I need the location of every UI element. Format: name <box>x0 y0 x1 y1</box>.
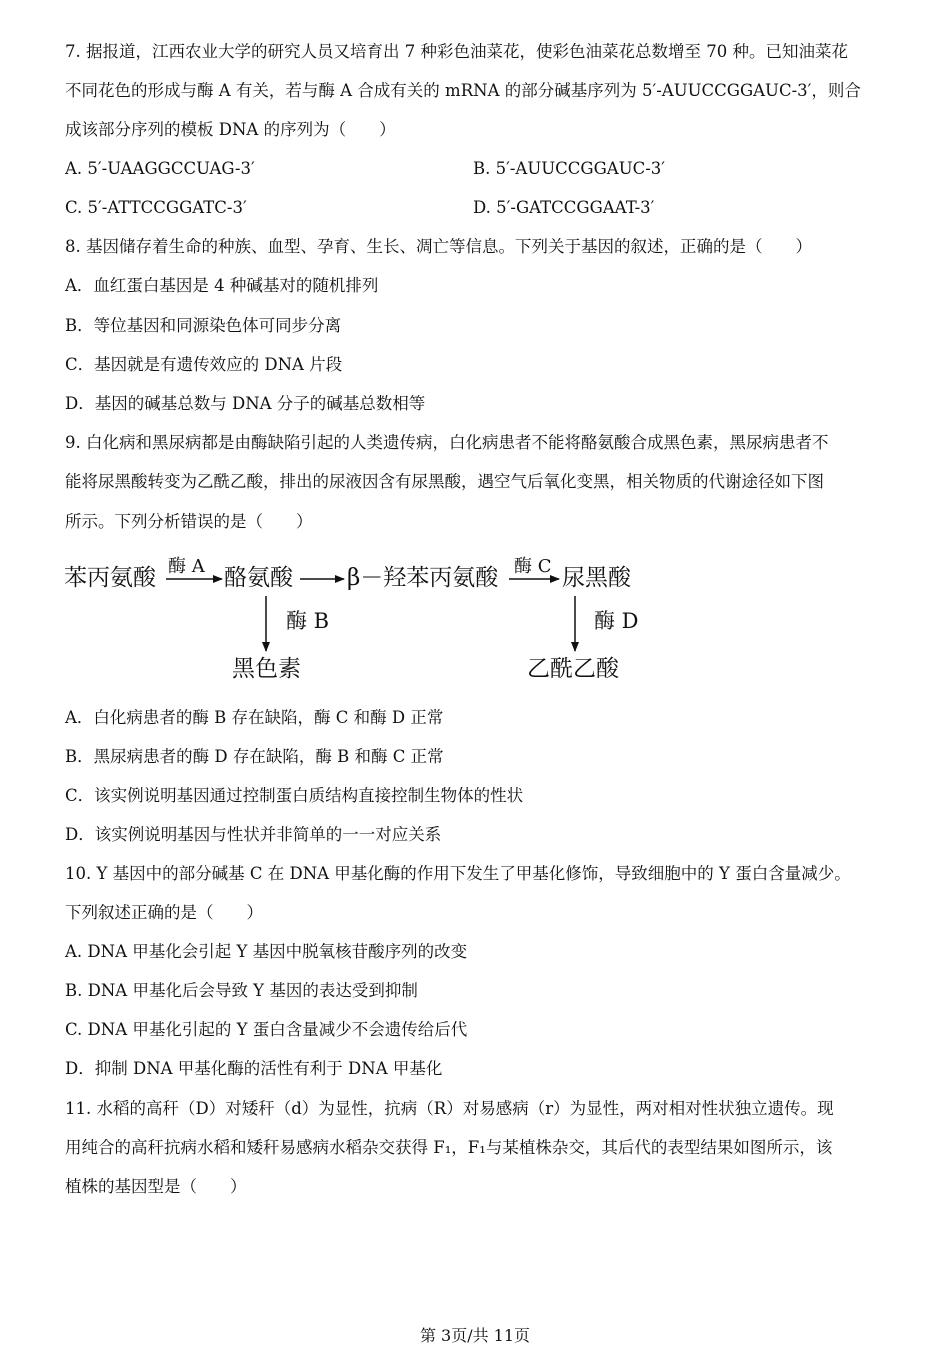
q9-option-d: D．该实例说明基因与性状并非简单的一一对应关系 <box>65 825 442 844</box>
q8-option-b: B．等位基因和同源染色体可同步分离 <box>65 316 342 335</box>
q8-option-c: C．基因就是有遗传效应的 DNA 片段 <box>65 355 343 374</box>
enzyme-d-label: 酶 D <box>594 609 639 633</box>
q10-option-d: D．抑制 DNA 甲基化酶的活性有利于 DNA 甲基化 <box>65 1059 443 1078</box>
q10-option-c: C. DNA 甲基化引起的 Y 蛋白含量减少不会遗传给后代 <box>65 1020 468 1039</box>
q8-option-a: A．血红蛋白基因是 4 种碱基对的随机排列 <box>65 276 379 295</box>
melanin-label: 黑色素 <box>232 656 301 682</box>
q10-option-a: A. DNA 甲基化会引起 Y 基因中脱氧核苷酸序列的改变 <box>65 942 468 961</box>
enzyme-b-label: 酶 B <box>286 609 330 633</box>
enzyme-a-label: 酶 A <box>168 556 205 577</box>
phenylalanine-label: 苯丙氨酸 <box>64 565 156 591</box>
q11-stem-line-2: 用纯合的高秆抗病水稻和矮秆易感病水稻杂交获得 F₁，F₁与某植株杂交，其后代的表型结果如图所示，该 <box>65 1138 833 1157</box>
q7-stem-line-3: 成该部分序列的模板 DNA 的序列为（ ） <box>65 120 396 139</box>
q9-option-b: B．黑尿病患者的酶 D 存在缺陷，酶 B 和酶 C 正常 <box>65 747 444 766</box>
q7-option-c: C. 5′-ATTCCGGATC-3′ <box>65 198 247 217</box>
q7-stem-line-1: 7. 据报道，江西农业大学的研究人员又培育出 7 种彩色油菜花，使彩色油菜花总数增至 70 种。已知油菜花 <box>65 42 848 61</box>
q7-stem-line-2: 不同花色的形成与酶 A 有关，若与酶 A 合成有关的 mRNA 的部分碱基序列为 5′-AUUCCGGAUC-3′，则合 <box>65 81 861 100</box>
acetoacetic-acid-label: 乙酰乙酸 <box>527 656 619 682</box>
q9-option-c: C．该实例说明基因通过控制蛋白质结构直接控制生物体的性状 <box>65 786 524 805</box>
q10-stem-line-1: 10. Y 基因中的部分碱基 C 在 DNA 甲基化酶的作用下发生了甲基化修饰，导致细胞中的 Y 蛋白含量减少。 <box>65 864 851 883</box>
q9-stem-line-3: 所示。下列分析错误的是（ ） <box>65 512 313 531</box>
q7-option-a: A. 5′-UAAGGCCUAG-3′ <box>65 159 255 178</box>
q11-stem-line-3: 植株的基因型是（ ） <box>65 1177 247 1196</box>
page-number-footer: 第 3页/共 11页 <box>419 1326 531 1345</box>
q11-stem-line-1: 11. 水稻的高秆（D）对矮秆（d）为显性，抗病（R）对易感病（r）为显性，两对相对性状独立遗传。现 <box>65 1099 834 1118</box>
q9-stem-line-2: 能将尿黑酸转变为乙酰乙酸，排出的尿液因含有尿黑酸，遇空气后氧化变黑，相关物质的代谢途径如下图 <box>65 472 824 491</box>
homogentisic-acid-label: 尿黑酸 <box>562 565 631 591</box>
q7-option-b: B. 5′-AUUCCGGAUC-3′ <box>473 159 666 178</box>
q9-option-a: A．白化病患者的酶 B 存在缺陷，酶 C 和酶 D 正常 <box>65 708 444 727</box>
q9-stem-line-1: 9. 白化病和黑尿病都是由酶缺陷引起的人类遗传病，白化病患者不能将酪氨酸合成黑色素，黑尿病患者不 <box>65 433 829 452</box>
q10-stem-line-2: 下列叙述正确的是（ ） <box>65 903 263 922</box>
q7-option-d: D. 5′-GATCCGGAAT-3′ <box>473 198 655 217</box>
q8-option-d: D．基因的碱基总数与 DNA 分子的碱基总数相等 <box>65 394 426 413</box>
q8-stem: 8. 基因储存着生命的种族、血型、孕育、生长、凋亡等信息。下列关于基因的叙述，正确的是（ ） <box>65 237 812 256</box>
enzyme-c-label: 酶 C <box>514 556 552 577</box>
q10-option-b: B. DNA 甲基化后会导致 Y 基因的表达受到抑制 <box>65 981 418 1000</box>
tyrosine-label: 酪氨酸 <box>224 565 293 591</box>
metabolic-pathway-diagram <box>62 548 662 693</box>
hydroxyphenylpyruvate-label: β－羟苯丙氨酸 <box>347 565 499 591</box>
